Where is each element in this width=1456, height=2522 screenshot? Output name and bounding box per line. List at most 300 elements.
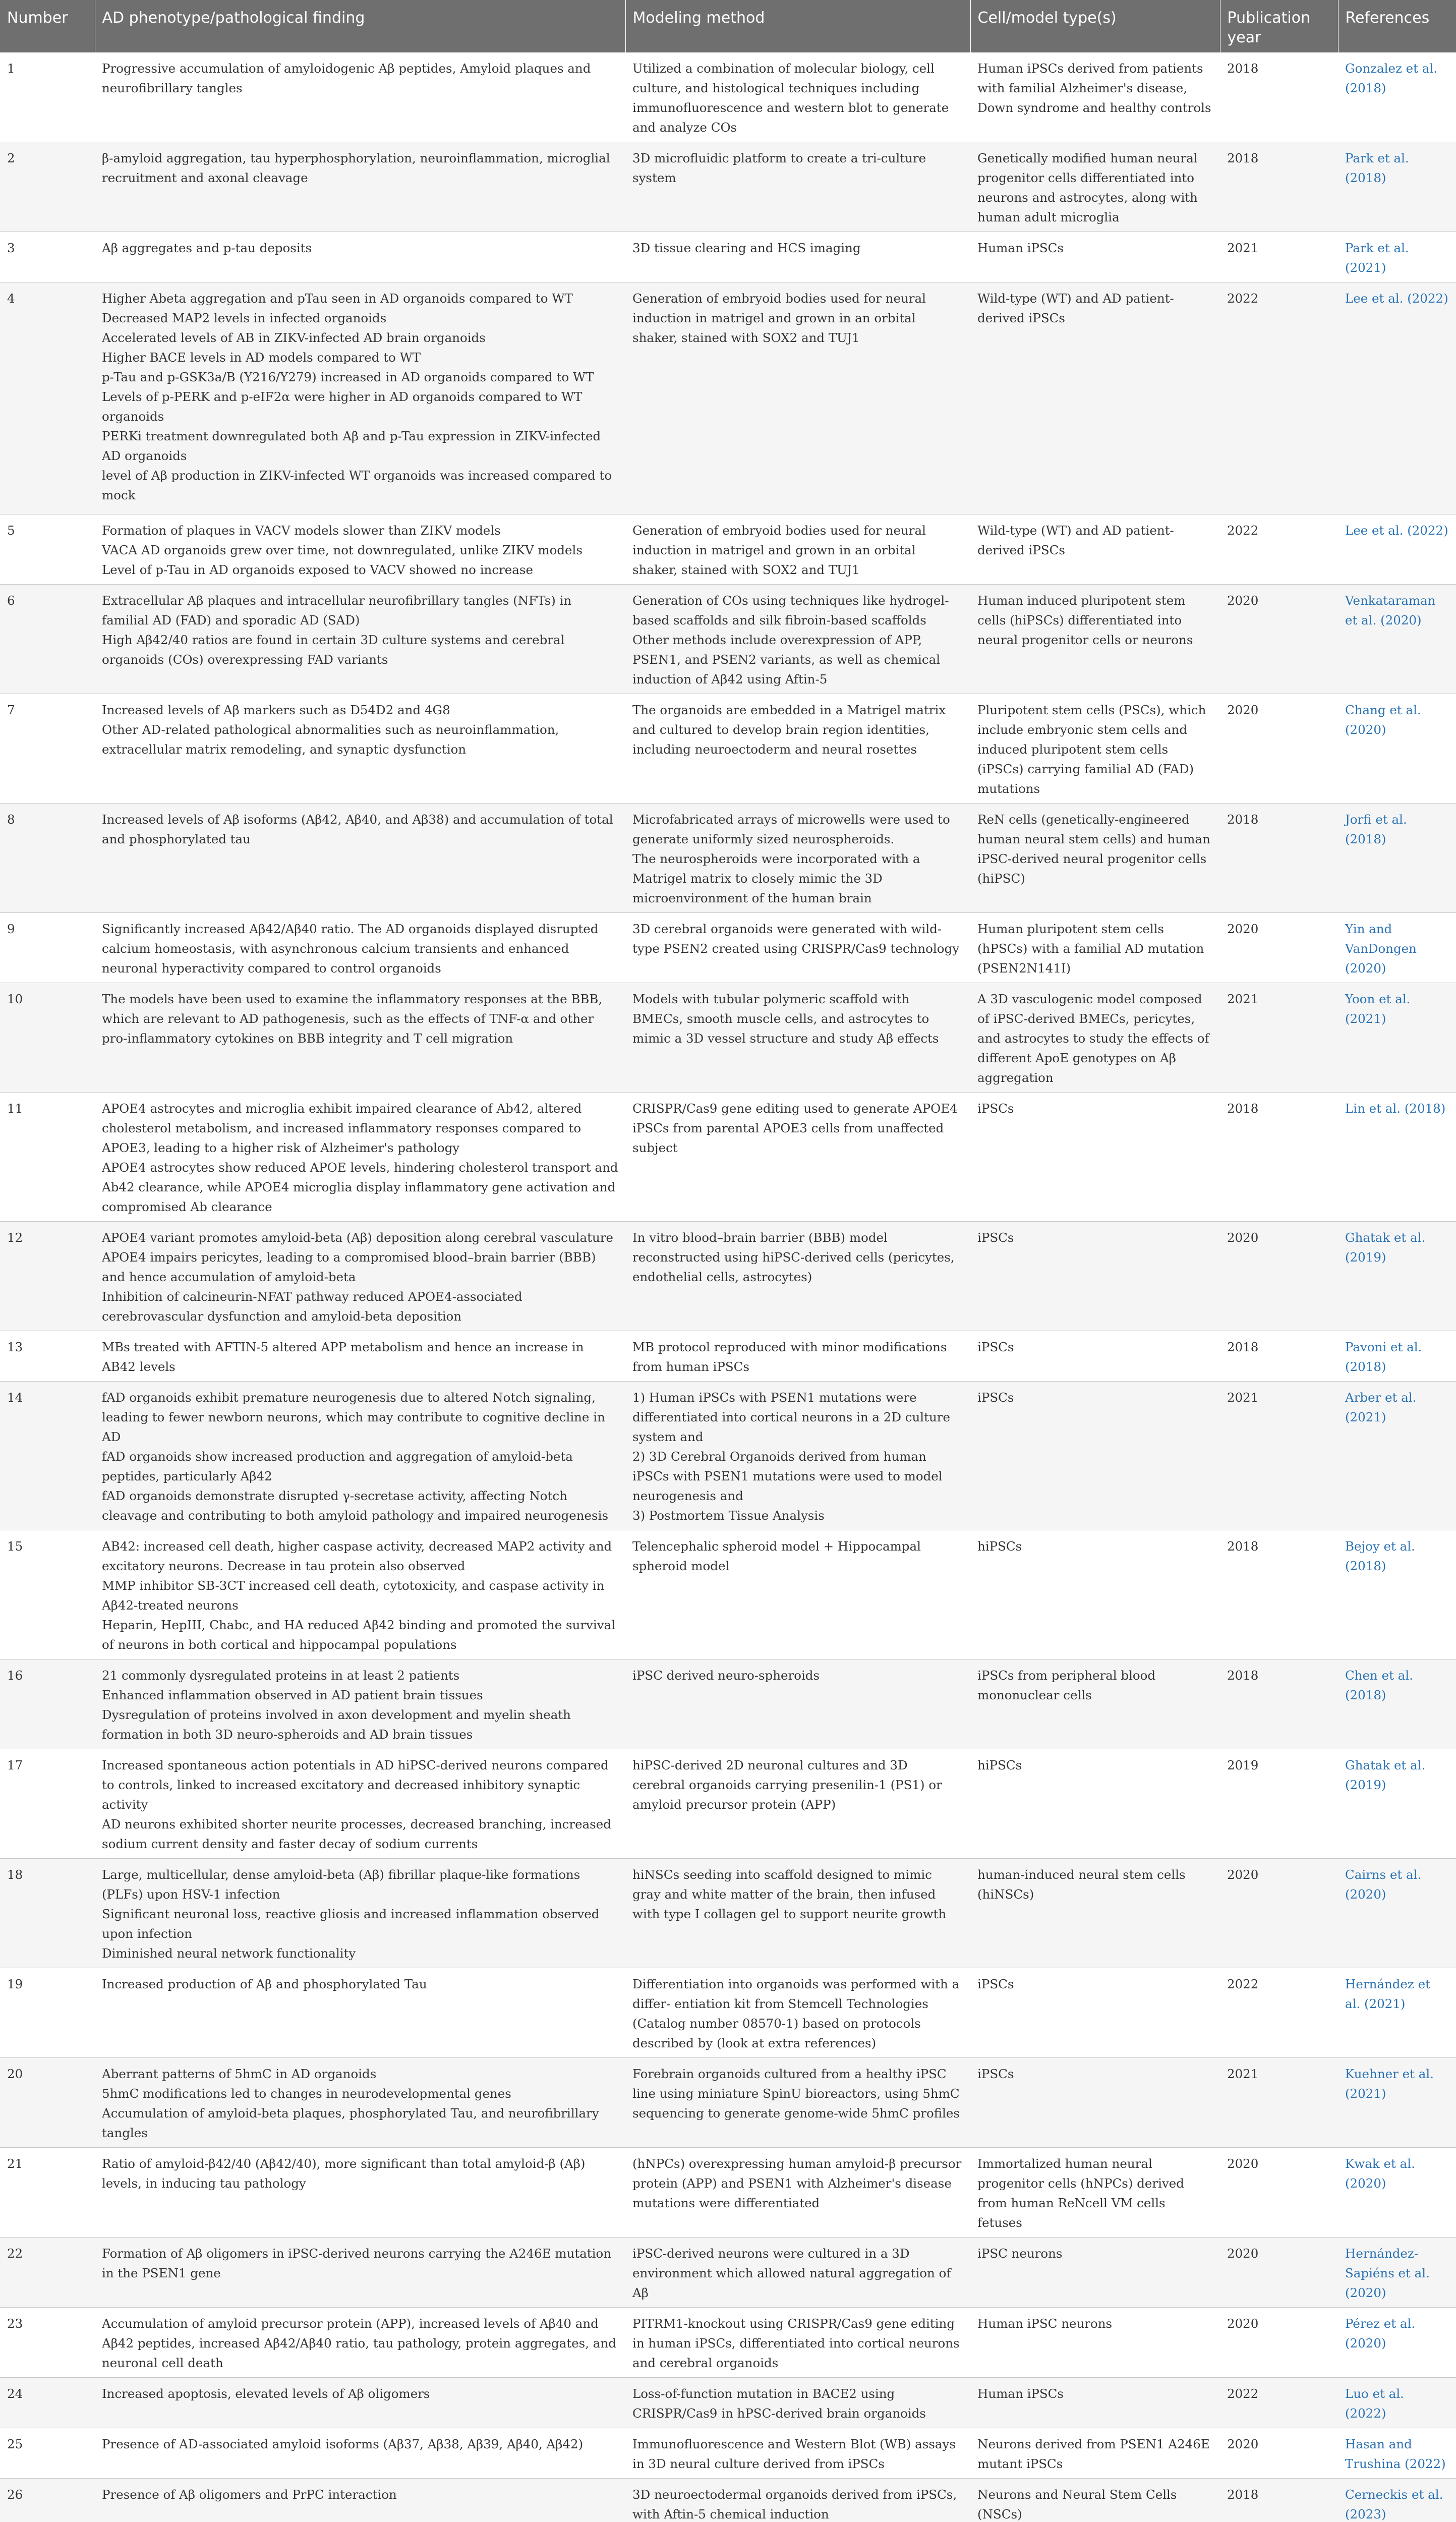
method-cell <box>625 514 970 585</box>
row-number: 24 <box>0 2378 95 2428</box>
phenotype-cell <box>95 1222 625 1331</box>
method-line: Models with tubular polymeric scaffold with BMECs, smooth muscle cells, and astrocytes to mimic a 3D vessel structure and study Aβ effects <box>632 992 939 1046</box>
row-number: 16 <box>0 1659 95 1749</box>
phenotype-line: Extracellular Aβ plaques and intracellular neurofibrillary tangles (NFTs) in familial AD (FAD) and sporadic AD (SAD) <box>102 593 572 627</box>
reference-cell <box>1338 1859 1456 1968</box>
phenotype-line: Accelerated levels of AB in ZIKV-infected AD brain organoids <box>102 330 486 345</box>
publication-year: 2020 <box>1220 585 1338 694</box>
cell-line: Human pluripotent stem cells (hPSCs) with a familial AD mutation (PSEN2N141I) <box>977 922 1204 976</box>
phenotype-line: Increased levels of Aβ markers such as D54D2 and 4G8 <box>102 703 450 717</box>
cell-line: Immortalized human neural progenitor cells (hNPCs) derived from human ReNcell VM cells fetuses <box>977 2156 1184 2230</box>
publication-year: 2018 <box>1220 2479 1338 2522</box>
row-number: 25 <box>0 2428 95 2479</box>
cell-line: Genetically modified human neural progenitor cells differentiated into neurons and astrocytes, along with human adult microglia <box>977 151 1198 224</box>
row-number: 20 <box>0 2058 95 2148</box>
method-line: 2) 3D Cerebral Organoids derived from human iPSCs with PSEN1 mutations were used to model neurogenesis and <box>632 1449 943 1503</box>
cell-line: Wild-type (WT) and AD patient-derived iPSCs <box>977 523 1174 557</box>
phenotype-line: High Aβ42/40 ratios are found in certain 3D culture systems and cerebral organoids (COs) overexpressing FAD variants <box>102 633 565 667</box>
cell-type-cell <box>970 2378 1220 2428</box>
phenotype-line: Increased apoptosis, elevated levels of Aβ oligomers <box>102 2386 430 2401</box>
reference-link[interactable]: Chang et al. (2020) <box>1345 703 1421 737</box>
phenotype-cell <box>95 2378 625 2428</box>
method-cell <box>625 2428 970 2479</box>
phenotype-line: Accumulation of amyloid precursor protein (APP), increased levels of Aβ40 and Aβ42 peptides, increased Aβ42/Aβ40 ratio, tau pathology, protein aggregates, and neuronal cell death <box>102 2316 616 2370</box>
cell-line: human-induced neural stem cells (hiNSCs) <box>977 1867 1186 1902</box>
phenotype-cell <box>95 585 625 694</box>
cell-type-cell <box>970 514 1220 585</box>
reference-link[interactable]: Hernández et al. (2021) <box>1345 1977 1430 2011</box>
method-line: MB protocol reproduced with minor modifications from human iPSCs <box>632 1340 947 1374</box>
phenotype-line: Significant neuronal loss, reactive gliosis and increased inflammation observed upon infection <box>102 1907 600 1941</box>
phenotype-line: The models have been used to examine the inflammatory responses at the BBB, which are relevant to AD pathogenesis, such as the effects of TNF-α and other pro-inflammatory cytokines on BBB integrity and T cell migration <box>102 992 603 1046</box>
method-cell <box>625 2148 970 2238</box>
phenotype-cell <box>95 2058 625 2148</box>
cell-type-cell <box>970 1093 1220 1222</box>
reference-link[interactable]: Gonzalez et al. (2018) <box>1345 61 1438 95</box>
method-line: 3D neuroectodermal organoids derived from iPSCs, with Aftin-5 chemical induction <box>632 2487 957 2521</box>
phenotype-line: Decreased MAP2 levels in infected organoids <box>102 311 387 325</box>
reference-link[interactable]: Park et al. (2018) <box>1345 151 1409 185</box>
reference-cell <box>1338 585 1456 694</box>
reference-link[interactable]: Lin et al. (2018) <box>1345 1101 1446 1116</box>
row-number: 4 <box>0 282 95 514</box>
reference-link[interactable]: Hernández-Sapiéns et al. (2020) <box>1345 2246 1430 2300</box>
phenotype-line: Accumulation of amyloid-beta plaques, phosphorylated Tau, and neurofibrillary tangles <box>102 2106 599 2140</box>
reference-cell <box>1338 2058 1456 2148</box>
method-line: Differentiation into organoids was performed with a differ- entiation kit from Stemcell Technologies (Catalog number 08570-1) based on protocols described by (look at extra references) <box>632 1977 960 2050</box>
row-number: 7 <box>0 694 95 804</box>
cell-type-cell <box>970 1749 1220 1859</box>
row-number: 11 <box>0 1093 95 1222</box>
table-row <box>0 1382 1456 1530</box>
row-number: 9 <box>0 913 95 983</box>
table-row <box>0 804 1456 913</box>
method-cell <box>625 1382 970 1530</box>
reference-cell <box>1338 2238 1456 2308</box>
phenotype-cell <box>95 913 625 983</box>
header-cell-type: Cell/model type(s) <box>970 0 1220 52</box>
cell-type-cell <box>970 1331 1220 1382</box>
method-cell <box>625 2378 970 2428</box>
table-row <box>0 1530 1456 1659</box>
reference-link[interactable]: Cerneckis et al. (2023) <box>1345 2487 1443 2521</box>
phenotype-cell <box>95 983 625 1093</box>
reference-link[interactable]: Chen et al. (2018) <box>1345 1668 1413 1702</box>
cell-line: Human iPSCs <box>977 241 1064 255</box>
reference-cell <box>1338 142 1456 232</box>
reference-cell <box>1338 804 1456 913</box>
method-line: hiPSC-derived 2D neuronal cultures and 3D cerebral organoids carrying presenilin-1 (PS1) or amyloid precursor protein (APP) <box>632 1758 942 1812</box>
publication-year: 2020 <box>1220 1222 1338 1331</box>
phenotype-line: MBs treated with AFTIN-5 altered APP metabolism and hence an increase in AB42 levels <box>102 1340 584 1374</box>
phenotype-cell <box>95 1382 625 1530</box>
header-number: Number <box>0 0 95 52</box>
cell-line: iPSCs <box>977 1390 1014 1405</box>
row-number: 21 <box>0 2148 95 2238</box>
row-number: 17 <box>0 1749 95 1859</box>
row-number: 13 <box>0 1331 95 1382</box>
phenotype-line: Increased spontaneous action potentials in AD hiPSC-derived neurons compared to controls, linked to increased excitatory and decreased inhibitory synaptic activity <box>102 1758 609 1812</box>
reference-link[interactable]: Venkataraman et al. (2020) <box>1345 593 1436 627</box>
table-row <box>0 2148 1456 2238</box>
method-cell <box>625 804 970 913</box>
phenotype-line: Increased levels of Aβ isoforms (Aβ42, Aβ40, and Aβ38) and accumulation of total and phosphorylated tau <box>102 812 613 846</box>
method-line: Generation of COs using techniques like hydrogel-based scaffolds and silk fibroin-based scaffolds <box>632 593 949 627</box>
publication-year: 2020 <box>1220 913 1338 983</box>
cell-type-cell <box>970 2058 1220 2148</box>
reference-link[interactable]: Ghatak et al. (2019) <box>1345 1230 1426 1265</box>
phenotype-cell <box>95 232 625 282</box>
publication-year: 2020 <box>1220 2238 1338 2308</box>
reference-link[interactable]: Park et al. (2021) <box>1345 241 1409 275</box>
row-number: 15 <box>0 1530 95 1659</box>
phenotype-cell <box>95 1331 625 1382</box>
table-row <box>0 2479 1456 2522</box>
method-cell <box>625 232 970 282</box>
phenotype-line: Presence of AD-associated amyloid isoforms (Aβ37, Aβ38, Aβ39, Aβ40, Aβ42) <box>102 2437 584 2451</box>
row-number: 5 <box>0 514 95 585</box>
cell-type-cell <box>970 983 1220 1093</box>
phenotype-line: 21 commonly dysregulated proteins in at least 2 patients <box>102 1668 460 1683</box>
row-number: 18 <box>0 1859 95 1968</box>
cell-type-cell <box>970 2479 1220 2522</box>
cell-type-cell <box>970 913 1220 983</box>
publication-year: 2020 <box>1220 2148 1338 2238</box>
cell-line: iPSCs from peripheral blood mononuclear cells <box>977 1668 1156 1702</box>
cell-type-cell <box>970 2238 1220 2308</box>
phenotype-line: Higher Abeta aggregation and pTau seen in AD organoids compared to WT <box>102 291 573 306</box>
cell-type-cell <box>970 142 1220 232</box>
table-row <box>0 2378 1456 2428</box>
publication-year: 2020 <box>1220 2428 1338 2479</box>
cell-type-cell <box>970 1659 1220 1749</box>
phenotype-cell <box>95 1659 625 1749</box>
phenotype-cell <box>95 2428 625 2479</box>
table-body <box>0 52 1456 2522</box>
phenotype-line: Levels of p-PERK and p-eIF2α were higher in AD organoids compared to WT organoids <box>102 389 583 424</box>
method-cell <box>625 1659 970 1749</box>
reference-cell <box>1338 694 1456 804</box>
publication-year: 2018 <box>1220 142 1338 232</box>
phenotype-line: APOE4 impairs pericytes, leading to a compromised blood–brain barrier (BBB) and hence accumulation of amyloid-beta <box>102 1250 596 1284</box>
header-phenotype: AD phenotype/pathological finding <box>95 0 625 52</box>
publication-year: 2018 <box>1220 52 1338 142</box>
phenotype-line: APOE4 astrocytes show reduced APOE levels, hindering cholesterol transport and Ab42 clearance, while APOE4 microglia display inflammatory gene activation and compromised Ab clearance <box>102 1160 618 1214</box>
reference-cell <box>1338 2308 1456 2378</box>
reference-cell <box>1338 2428 1456 2479</box>
phenotype-line: β-amyloid aggregation, tau hyperphosphorylation, neuroinflammation, microglial recruitment and axonal cleavage <box>102 151 610 185</box>
phenotype-line: Formation of plaques in VACV models slower than ZIKV models <box>102 523 501 538</box>
publication-year: 2022 <box>1220 2378 1338 2428</box>
phenotype-line: Significantly increased Aβ42/Aβ40 ratio. The AD organoids displayed disrupted calcium homeostasis, with asynchronous calcium transients and enhanced neuronal hyperactivity compared to control organoids <box>102 922 599 976</box>
reference-cell <box>1338 282 1456 514</box>
method-cell <box>625 983 970 1093</box>
phenotype-line: Aβ aggregates and p-tau deposits <box>102 241 312 255</box>
reference-link[interactable]: Bejoy et al. (2018) <box>1345 1539 1415 1573</box>
cell-type-cell <box>970 1968 1220 2058</box>
cell-line: Human iPSCs <box>977 2386 1064 2401</box>
reference-link[interactable]: Ghatak et al. (2019) <box>1345 1758 1426 1792</box>
publication-year: 2021 <box>1220 983 1338 1093</box>
table-row <box>0 2058 1456 2148</box>
phenotype-line: p-Tau and p-GSK3a/B (Y216/Y279) increased in AD organoids compared to WT <box>102 370 594 384</box>
phenotype-line: Heparin, HepIII, Chabc, and HA reduced Aβ42 binding and promoted the survival of neurons in both cortical and hippocampal populations <box>102 1618 616 1652</box>
reference-cell <box>1338 913 1456 983</box>
reference-link[interactable]: Cairns et al. (2020) <box>1345 1867 1422 1902</box>
cell-line: hiPSCs <box>977 1539 1022 1554</box>
method-line: iPSC derived neuro-spheroids <box>632 1668 820 1683</box>
publication-year: 2018 <box>1220 1659 1338 1749</box>
publication-year: 2021 <box>1220 1382 1338 1530</box>
method-line: iPSC-derived neurons were cultured in a 3D environment which allowed natural aggregation of Aβ <box>632 2246 951 2300</box>
phenotype-cell <box>95 514 625 585</box>
method-cell <box>625 52 970 142</box>
cell-line: Human iPSC neurons <box>977 2316 1113 2331</box>
method-line: Utilized a combination of molecular biology, cell culture, and histological techniques including immunofluorescence and western blot to generate and analyze COs <box>632 61 949 135</box>
cell-line: iPSCs <box>977 1340 1014 1354</box>
row-number: 23 <box>0 2308 95 2378</box>
method-line: CRISPR/Cas9 gene editing used to generate APOE4 iPSCs from parental APOE3 cells from unaffected subject <box>632 1101 958 1155</box>
phenotype-line: fAD organoids demonstrate disrupted γ-secretase activity, affecting Notch cleavage and contributing to both amyloid pathology and impaired neurogenesis <box>102 1488 609 1523</box>
phenotype-cell <box>95 1749 625 1859</box>
phenotype-line: Formation of Aβ oligomers in iPSC-derived neurons carrying the A246E mutation in the PSEN1 gene <box>102 2246 611 2280</box>
row-number: 2 <box>0 142 95 232</box>
header-year: Publication year <box>1220 0 1338 52</box>
cell-type-cell <box>970 2308 1220 2378</box>
table-header <box>0 0 1456 52</box>
phenotype-line: fAD organoids exhibit premature neurogenesis due to altered Notch signaling, leading to fewer newborn neurons, which may contribute to cognitive decline in AD <box>102 1390 605 1444</box>
method-cell <box>625 1968 970 2058</box>
reference-cell <box>1338 2479 1456 2522</box>
cell-line: iPSCs <box>977 1101 1014 1116</box>
cell-line: iPSCs <box>977 1230 1014 1245</box>
method-line: hiNSCs seeding into scaffold designed to mimic gray and white matter of the brain, then infused with type I collagen gel to support neurite growth <box>632 1867 947 1921</box>
method-line: Loss-of-function mutation in BACE2 using CRISPR/Cas9 in hPSC-derived brain organoids <box>632 2386 926 2421</box>
cell-type-cell <box>970 2428 1220 2479</box>
header-method: Modeling method <box>625 0 970 52</box>
table-row <box>0 2308 1456 2378</box>
table-row <box>0 52 1456 142</box>
reference-link[interactable]: Yin and VanDongen (2020) <box>1345 922 1417 976</box>
reference-link[interactable]: Lee et al. (2022) <box>1345 523 1448 538</box>
reference-link[interactable]: Arber et al. (2021) <box>1345 1390 1417 1424</box>
reference-link[interactable]: Hasan and Trushina (2022) <box>1345 2437 1446 2471</box>
reference-cell <box>1338 2148 1456 2238</box>
reference-link[interactable]: Pérez et al. (2020) <box>1345 2316 1416 2351</box>
publication-year: 2018 <box>1220 804 1338 913</box>
publication-year: 2020 <box>1220 1859 1338 1968</box>
phenotype-cell <box>95 1859 625 1968</box>
table-row <box>0 1222 1456 1331</box>
cell-type-cell <box>970 585 1220 694</box>
method-line: In vitro blood–brain barrier (BBB) model reconstructed using hiPSC-derived cells (pericytes, endothelial cells, astrocytes) <box>632 1230 955 1284</box>
reference-cell <box>1338 1659 1456 1749</box>
cell-type-cell <box>970 804 1220 913</box>
reference-link[interactable]: Jorfi et al. (2018) <box>1345 812 1407 846</box>
phenotype-line: AD neurons exhibited shorter neurite processes, decreased branching, increased sodium current density and faster decay of sodium currents <box>102 1817 611 1851</box>
cell-line: iPSCs <box>977 1977 1014 1991</box>
cell-type-cell <box>970 1859 1220 1968</box>
method-cell <box>625 1222 970 1331</box>
reference-link[interactable]: Luo et al. (2022) <box>1345 2386 1404 2421</box>
cell-type-cell <box>970 1222 1220 1331</box>
phenotype-line: Other AD-related pathological abnormalities such as neuroinflammation, extracellular matrix remodeling, and synaptic dysfunction <box>102 722 559 757</box>
table-row <box>0 585 1456 694</box>
method-cell <box>625 142 970 232</box>
phenotype-line: PERKi treatment downregulated both Aβ and p-Tau expression in ZIKV-infected AD organoids <box>102 429 601 463</box>
reference-link[interactable]: Yoon et al. (2021) <box>1345 992 1411 1026</box>
row-number: 14 <box>0 1382 95 1530</box>
reference-link[interactable]: Pavoni et al. (2018) <box>1345 1340 1422 1374</box>
phenotype-line: fAD organoids show increased production and aggregation of amyloid-beta peptides, particularly Aβ42 <box>102 1449 573 1483</box>
row-number: 3 <box>0 232 95 282</box>
publication-year: 2021 <box>1220 232 1338 282</box>
phenotype-line: Progressive accumulation of amyloidogenic Aβ peptides, Amyloid plaques and neurofibrillary tangles <box>102 61 591 95</box>
publication-year: 2019 <box>1220 1749 1338 1859</box>
table-row <box>0 983 1456 1093</box>
row-number: 1 <box>0 52 95 142</box>
row-number: 26 <box>0 2479 95 2522</box>
method-line: Forebrain organoids cultured from a healthy iPSC line using miniature SpinU bioreactors, using 5hmC sequencing to generate genome-wide 5hmC profiles <box>632 2067 960 2120</box>
phenotype-line: Increased production of Aβ and phosphorylated Tau <box>102 1977 427 1991</box>
phenotype-line: AB42: increased cell death, higher caspase activity, decreased MAP2 activity and excitatory neurons. Decrease in tau protein also observed <box>102 1539 612 1573</box>
row-number: 22 <box>0 2238 95 2308</box>
phenotype-line: APOE4 variant promotes amyloid-beta (Aβ) deposition along cerebral vasculature <box>102 1230 613 1245</box>
phenotype-line: Ratio of amyloid-β42/40 (Aβ42/40), more significant than total amyloid-β (Aβ) levels, in inducing tau pathology <box>102 2156 586 2191</box>
phenotype-line: MMP inhibitor SB-3CT increased cell death, cytotoxicity, and caspase activity in Aβ42-treated neurons <box>102 1578 605 1613</box>
phenotype-cell <box>95 1093 625 1222</box>
table-row <box>0 1659 1456 1749</box>
publication-year: 2022 <box>1220 1968 1338 2058</box>
method-line: 1) Human iPSCs with PSEN1 mutations were differentiated into cortical neurons in a 2D culture system and <box>632 1390 950 1444</box>
table-row <box>0 232 1456 282</box>
cell-line: iPSCs <box>977 2067 1014 2081</box>
cell-line: hiPSCs <box>977 1758 1022 1772</box>
method-line: 3D cerebral organoids were generated with wild-type PSEN2 created using CRISPR/Cas9 technology <box>632 922 960 956</box>
method-line: 3D microfluidic platform to create a tri-culture system <box>632 151 926 185</box>
reference-link[interactable]: Kuehner et al. (2021) <box>1345 2067 1434 2101</box>
row-number: 8 <box>0 804 95 913</box>
reference-cell <box>1338 1749 1456 1859</box>
phenotype-cell <box>95 2479 625 2522</box>
reference-cell <box>1338 1382 1456 1530</box>
method-cell <box>625 1530 970 1659</box>
phenotype-line: Enhanced inflammation observed in AD patient brain tissues <box>102 1688 483 1702</box>
cell-line: iPSC neurons <box>977 2246 1063 2261</box>
method-line: 3D tissue clearing and HCS imaging <box>632 241 861 255</box>
reference-cell <box>1338 1331 1456 1382</box>
method-line: Microfabricated arrays of microwells were used to generate uniformly sized neurospheroids. <box>632 812 950 846</box>
method-cell <box>625 2058 970 2148</box>
phenotype-cell <box>95 694 625 804</box>
cell-line: Human induced pluripotent stem cells (hiPSCs) differentiated into neural progenitor cells or neurons <box>977 593 1193 647</box>
cell-line: Neurons and Neural Stem Cells (NSCs) <box>977 2487 1177 2521</box>
table-row <box>0 1749 1456 1859</box>
table-row <box>0 2238 1456 2308</box>
method-line: PITRM1-knockout using CRISPR/Cas9 gene editing in human iPSCs, differentiated into cortical neurons and cerebral organoids <box>632 2316 960 2370</box>
phenotype-line: Presence of Aβ oligomers and PrPC interaction <box>102 2487 397 2502</box>
publication-year: 2018 <box>1220 1530 1338 1659</box>
cell-line: Neurons derived from PSEN1 A246E mutant iPSCs <box>977 2437 1210 2471</box>
table-row <box>0 1968 1456 2058</box>
phenotype-cell <box>95 1530 625 1659</box>
cell-line: A 3D vasculogenic model composed of iPSC-derived BMECs, pericytes, and astrocytes to study the effects of different ApoE genotypes on Aβ aggregation <box>977 992 1209 1085</box>
phenotype-line: VACA AD organoids grew over time, not downregulated, unlike ZIKV models <box>102 543 583 557</box>
reference-cell <box>1338 1093 1456 1222</box>
method-cell <box>625 2479 970 2522</box>
phenotype-line: APOE4 astrocytes and microglia exhibit impaired clearance of Ab42, altered cholesterol metabolism, and increased inflammatory responses compared to APOE3, leading to a higher risk of Alzheimer's pathology <box>102 1101 582 1155</box>
cell-type-cell <box>970 52 1220 142</box>
method-cell <box>625 2308 970 2378</box>
method-line: Other methods include overexpression of APP, PSEN1, and PSEN2 variants, as well as chemical induction of Aβ42 using Aftin-5 <box>632 633 941 686</box>
phenotype-line: Inhibition of calcineurin-NFAT pathway reduced APOE4-associated cerebrovascular dysfunction and amyloid-beta deposition <box>102 1289 522 1324</box>
cell-line: Wild-type (WT) and AD patient-derived iPSCs <box>977 291 1174 325</box>
header-references: References <box>1338 0 1456 52</box>
phenotype-cell <box>95 2148 625 2238</box>
cell-type-cell <box>970 282 1220 514</box>
table-row <box>0 514 1456 585</box>
row-number: 12 <box>0 1222 95 1331</box>
table-row <box>0 142 1456 232</box>
phenotype-cell <box>95 1968 625 2058</box>
reference-cell <box>1338 232 1456 282</box>
phenotype-cell <box>95 2308 625 2378</box>
phenotype-line: Aberrant patterns of 5hmC in AD organoids <box>102 2067 377 2081</box>
publication-year: 2021 <box>1220 2058 1338 2148</box>
table-row <box>0 694 1456 804</box>
method-cell <box>625 1749 970 1859</box>
reference-cell <box>1338 1530 1456 1659</box>
phenotype-line: level of Aβ production in ZIKV-infected WT organoids was increased compared to mock <box>102 468 612 502</box>
method-cell <box>625 1331 970 1382</box>
header-row <box>0 0 1456 52</box>
phenotype-cell <box>95 804 625 913</box>
cell-type-cell <box>970 232 1220 282</box>
phenotype-cell <box>95 52 625 142</box>
method-cell <box>625 282 970 514</box>
reference-link[interactable]: Lee et al. (2022) <box>1345 291 1448 306</box>
reference-cell <box>1338 52 1456 142</box>
cell-type-cell <box>970 2148 1220 2238</box>
cell-type-cell <box>970 694 1220 804</box>
row-number: 10 <box>0 983 95 1093</box>
cell-type-cell <box>970 1530 1220 1659</box>
method-line: (hNPCs) overexpressing human amyloid-β precursor protein (APP) and PSEN1 with Alzheimer's disease mutations were differentiated <box>632 2156 962 2210</box>
phenotype-line: Diminished neural network functionality <box>102 1946 356 1961</box>
table-row <box>0 1859 1456 1968</box>
method-cell <box>625 1093 970 1222</box>
phenotype-line: Dysregulation of proteins involved in axon development and myelin sheath formation in both 3D neuro-spheroids and AD brain tissues <box>102 1707 571 1742</box>
method-line: 3) Postmortem Tissue Analysis <box>632 1508 825 1523</box>
reference-link[interactable]: Kwak et al. (2020) <box>1345 2156 1415 2191</box>
table-row <box>0 2428 1456 2479</box>
publication-year: 2018 <box>1220 1331 1338 1382</box>
phenotype-line: 5hmC modifications led to changes in neurodevelopmental genes <box>102 2086 511 2101</box>
method-cell <box>625 913 970 983</box>
method-line: Immunofluorescence and Western Blot (WB) assays in 3D neural culture derived from iPSCs <box>632 2437 956 2471</box>
publication-year: 2022 <box>1220 514 1338 585</box>
cell-line: ReN cells (genetically-engineered human neural stem cells) and human iPSC-derived neural progenitor cells (hiPSC) <box>977 812 1210 886</box>
table-row <box>0 1093 1456 1222</box>
reference-cell <box>1338 1968 1456 2058</box>
method-cell <box>625 1859 970 1968</box>
table-row <box>0 1331 1456 1382</box>
phenotype-cell <box>95 282 625 514</box>
method-cell <box>625 2238 970 2308</box>
phenotype-cell <box>95 2238 625 2308</box>
method-line: Generation of embryoid bodies used for neural induction in matrigel and grown in an orbital shaker, stained with SOX2 and TUJ1 <box>632 291 926 345</box>
row-number: 19 <box>0 1968 95 2058</box>
